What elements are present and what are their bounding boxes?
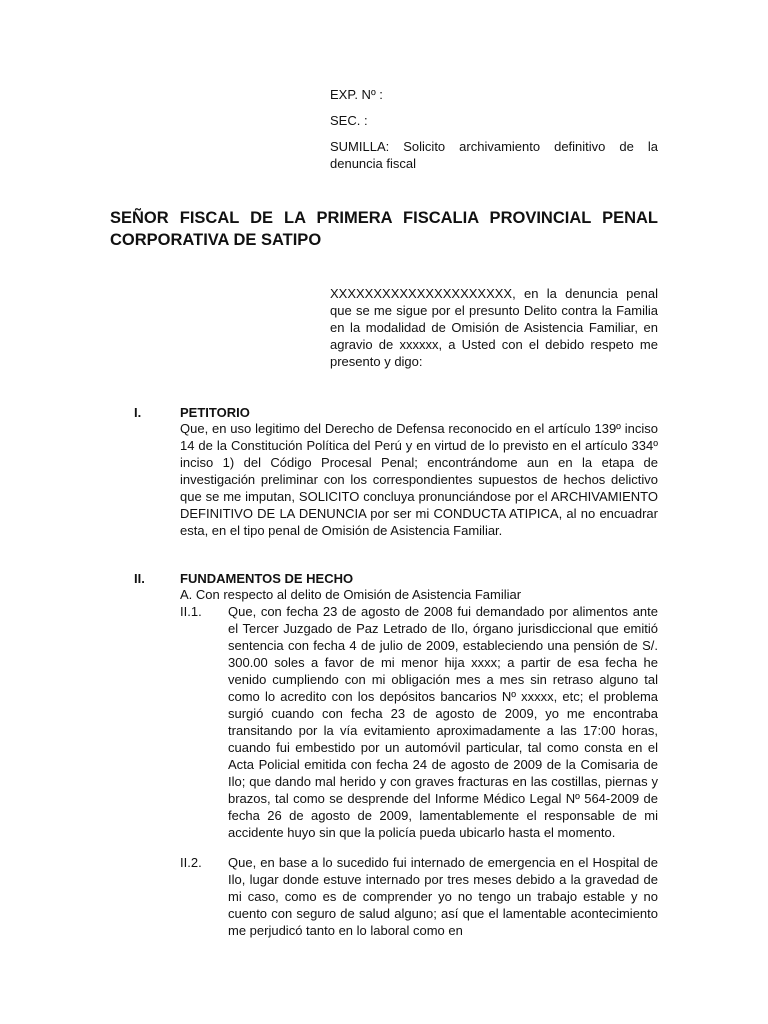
- section-2-number: II.: [134, 571, 145, 586]
- item-number: II.1.: [180, 604, 202, 619]
- subsection-a-heading: A. Con respecto al delito de Omisión de Asistencia Familiar: [180, 587, 522, 602]
- addressee-heading: SEÑOR FISCAL DE LA PRIMERA FISCALIA PROVINCIAL PENAL CORPORATIVA DE SATIPO: [110, 209, 658, 249]
- petitorio-paragraph: Que, en uso legitimo del Derecho de Defensa reconocido en el artículo 139º inciso 14 de la Constitución Política del Perú y en virtud de lo previsto en el artículo 334º inciso 1) del Código Procesal Penal; encontrándome aun en la etapa de investigación preliminar con los correspondientes supuestos de hechos delictivo que se me imputan, SOLICITO concluya pronunciándose por el ARCHIVAMIENTO DEFINITIVO DE LA DENUNCIA por ser mi CONDUCTA ATIPICA, al no encuadrar esta, en el tipo penal de Omisión de Asistencia Familiar.: [180, 421, 658, 538]
- item-paragraph: Que, con fecha 23 de agosto de 2008 fui demandado por alimentos ante el Tercer Juzgado de Paz Letrado de Ilo, órgano jurisdiccional que emitió sentencia con fecha 4 de julio de 2009, estableciendo una pensión de S/. 300.00 soles a favor de mi menor hija xxxx; a partir de esa fecha he venido cumpliendo con mi obligación mes a mes sin retraso alguno tal como lo acredito con los depósitos bancarios Nº xxxxx, etc; el problema surgió cuando con fecha 23 de agosto de 2009, yo me encontraba transitando por la vía evitamiento aproximadamente a las 17:00 horas, cuando fui embestido por un automóvil particular, tal como consta en el Acta Policial emitida con fecha 24 de agosto de 2009 de la Comisaria de Ilo; que dando mal herido y con graves fracturas en las costillas, piernas y brazos, tal como se desprende del Informe Médico Legal Nº 564-2009 de fecha 26 de agosto de 2009, lamentablemente el responsable de mi accidente huyo sin que la policía pueda ubicarlo hasta el momento.: [228, 604, 658, 840]
- intro-paragraph: XXXXXXXXXXXXXXXXXXXXX, en la denuncia penal que se me sigue por el presunto Delito contra la Familia en la modalidad de Omisión de Asistencia Familiar, en agravio de xxxxxx, a Usted con el debido respeto me presento y digo:: [330, 286, 658, 369]
- section-2-title: FUNDAMENTOS DE HECHO: [180, 571, 354, 586]
- item-number: II.2.: [180, 855, 202, 870]
- secretary-field: SEC. :: [330, 113, 368, 128]
- item-paragraph: Que, en base a lo sucedido fui internado de emergencia en el Hospital de Ilo, lugar donde estuve internado por tres meses debido a la gravedad de mi caso, como es de comprender yo no tengo un trabajo estable y no cuento con seguro de salud alguno; así que el lamentable acontecimiento me perjudicó tanto en lo laboral como en: [228, 855, 658, 938]
- section-1-number: I.: [134, 405, 142, 420]
- expediente-number: EXP. Nº :: [330, 87, 383, 102]
- sumilla: SUMILLA: Solicito archivamiento definitivo de la denuncia fiscal: [330, 139, 658, 171]
- section-1-title: PETITORIO: [180, 405, 250, 420]
